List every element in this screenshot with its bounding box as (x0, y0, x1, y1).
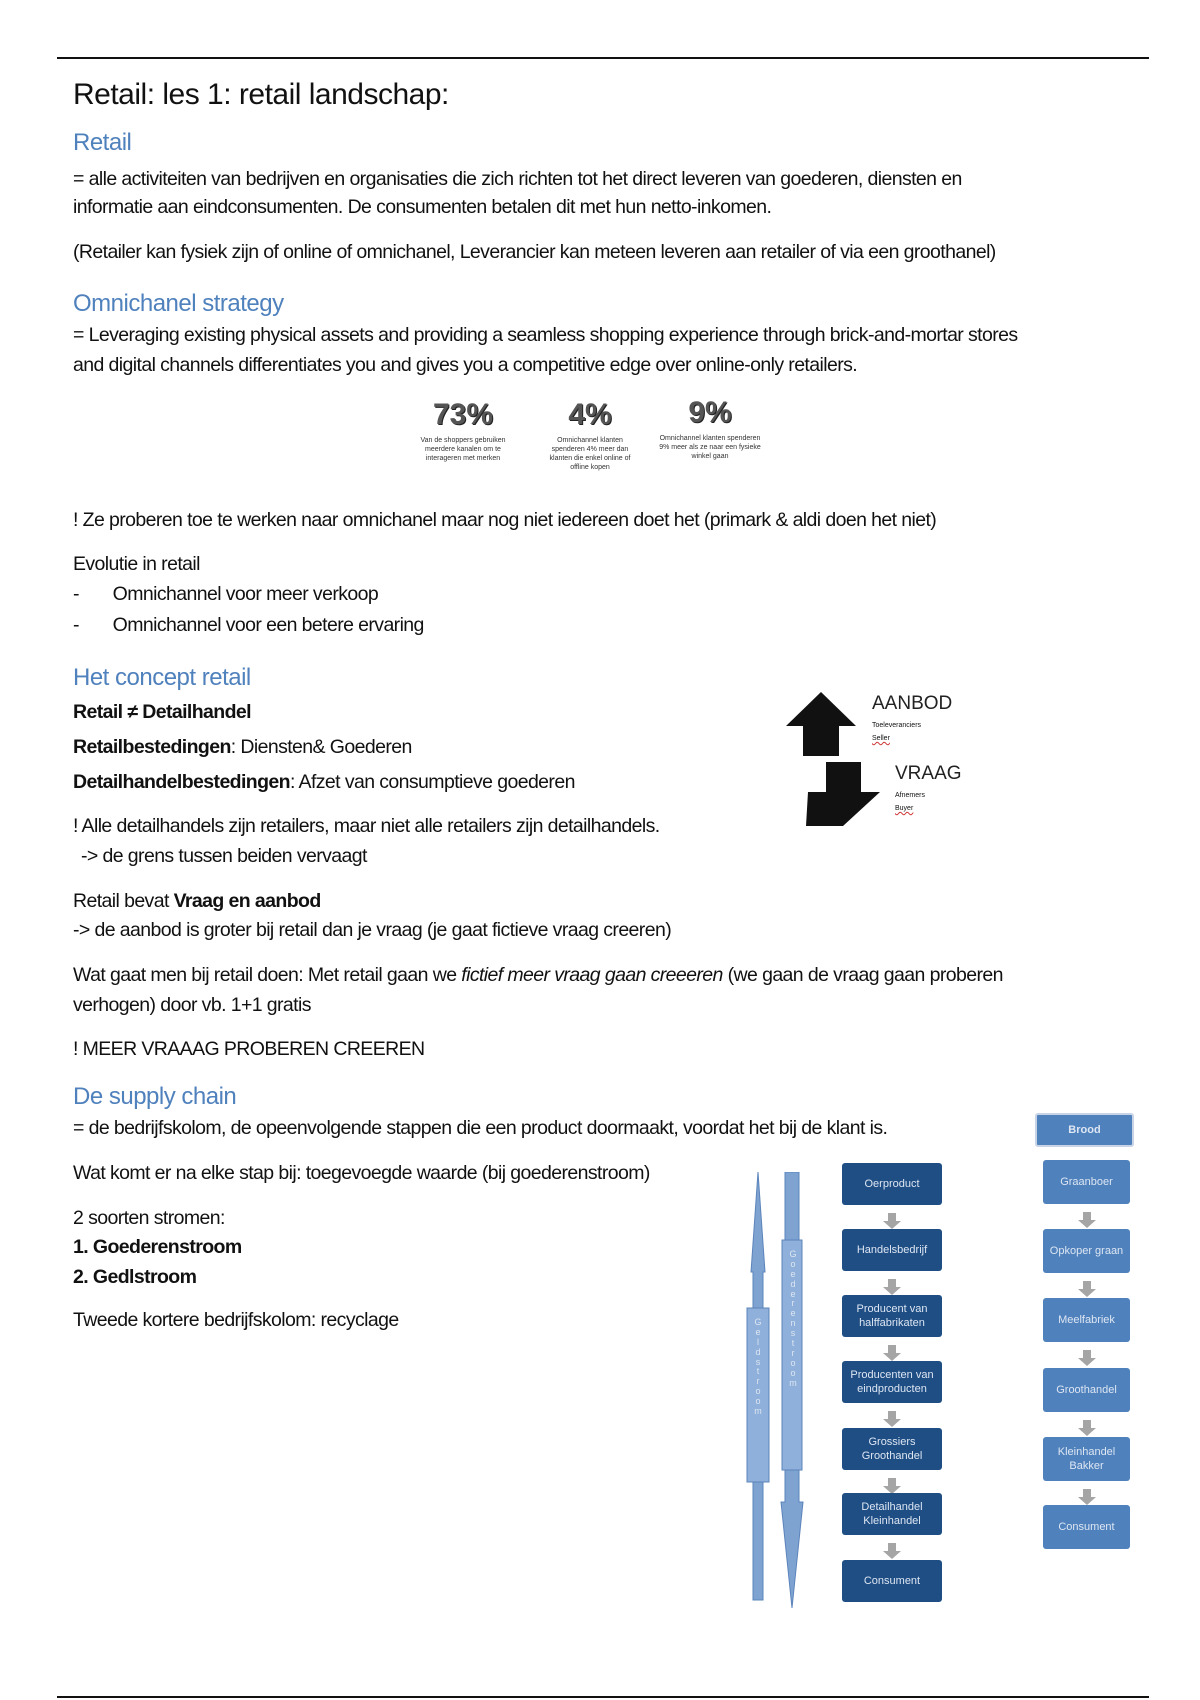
text: : Diensten& Goederen (230, 736, 412, 758)
text: : Afzet van consumptieve goederen (290, 771, 575, 793)
stat (535, 398, 645, 472)
bullet-text: Omnichannel voor een betere ervaring (112, 614, 424, 636)
example-step-box: Consument (1043, 1505, 1130, 1549)
aanbod-label: AANBOD (872, 693, 953, 714)
stat-caption: Van de shoppers gebruiken meerdere kanalen om te interageren met merken (420, 437, 506, 463)
down-arrow-icon (883, 1551, 901, 1559)
bold-term: Retailbestedingen (73, 736, 231, 758)
heading-supply-chain: De supply chain (73, 1083, 237, 1110)
chain-step-box: Handelsbedrijf (842, 1229, 942, 1271)
aanbod-sub: Seller (872, 735, 890, 742)
bold-term: Detailhandelbestedingen (73, 771, 290, 793)
down-arrow-icon (1078, 1358, 1096, 1366)
chain-step-box: Consument (842, 1560, 942, 1602)
list-item: 2. Gedlstroom (73, 1266, 197, 1288)
bullet-text: Omnichannel voor meer verkoop (112, 583, 379, 605)
text: Evolutie in retail (73, 553, 200, 575)
text: Wat komt er na elke stap bij: toegevoegde waarde (bij goederenstroom) (73, 1162, 650, 1184)
down-arrow-icon (883, 1419, 901, 1427)
text (73, 964, 1003, 987)
chain-step-box: Grossiers Groothandel (842, 1428, 942, 1470)
text: verhogen) door vb. 1+1 gratis (73, 994, 311, 1016)
text (73, 736, 412, 759)
stat-value: 4% (568, 398, 612, 431)
chain-step-box: Producenten van eindproducten (842, 1361, 942, 1403)
text: = de bedrijfskolom, de opeenvolgende stappen die een product doormaakt, voordat het bij de klant is. (73, 1117, 888, 1139)
example-step-box: Opkoper graan (1043, 1229, 1130, 1273)
text: and digital channels differentiates you and gives you a competitive edge over online-only retailers. (73, 354, 858, 376)
text: ! MEER VRAAAG PROBEREN CREEREN (73, 1038, 425, 1060)
text (73, 890, 321, 913)
heading-omnichanel: Omnichanel strategy (73, 290, 284, 317)
heading-retail: Retail (73, 129, 132, 156)
text: Retail bevat (73, 890, 174, 912)
up-arrow-icon (786, 692, 856, 756)
text: -> de aanbod is groter bij retail dan je vraag (je gaat fictieve vraag creeren) (73, 919, 672, 941)
stat-value: 73% (432, 398, 494, 431)
supply-demand-arrows (786, 692, 886, 828)
chain-step-box: Producent van halffabrikaten (842, 1295, 942, 1337)
text: -> de grens tussen beiden vervaagt (81, 845, 367, 867)
example-step-box: Meelfabriek (1043, 1298, 1130, 1342)
example-title-box: Brood (1035, 1113, 1134, 1147)
text: 2 soorten stromen: (73, 1207, 225, 1229)
text: = alle activiteiten van bedrijven en organisaties die zich richten tot het direct leveren van goederen, diensten en (73, 168, 962, 190)
aanbod-sub: Toeleveranciers (872, 722, 922, 729)
vraag-sub: Buyer (895, 805, 914, 812)
down-arrow-icon (1078, 1289, 1096, 1297)
down-arrow-icon (883, 1221, 901, 1229)
text: (Retailer kan fysiek zijn of online of omnichanel, Leverancier kan meteen leveren aan retailer of via een groothanel) (73, 241, 996, 263)
text: (we gaan de vraag gaan proberen (722, 964, 1003, 986)
text: Tweede kortere bedrijfskolom: recyclage (73, 1309, 399, 1331)
list-item: 1. Goederenstroom (73, 1236, 242, 1258)
geldstroom-label: G e l d s t r o o m (754, 1317, 762, 1417)
text: ! Alle detailhandels zijn retailers, maar niet alle retailers zijn detailhandels. (73, 815, 660, 837)
stat-caption: Omnichannel klanten spenderen 9% meer als ze naar een fysieke winkel gaan (659, 435, 761, 461)
text: Retail ≠ Detailhandel (73, 701, 251, 723)
stat (408, 398, 518, 463)
down-arrow-icon (883, 1353, 901, 1361)
top-rule (57, 57, 1149, 59)
stat (655, 396, 765, 461)
bottom-rule (57, 1696, 1149, 1698)
stat-caption: Omnichannel klanten spenderen 4% meer dan klanten die enkel online of offline kopen (549, 437, 631, 472)
down-arrow-icon (806, 762, 880, 826)
page-title: Retail: les 1: retail landschap: (73, 78, 449, 111)
stat-value: 9% (688, 396, 732, 429)
text: = Leveraging existing physical assets and providing a seamless shopping experience through brick-and-mortar stores (73, 324, 1018, 346)
down-arrow-icon (883, 1287, 901, 1295)
italic-text: fictief meer vraag gaan creeeren (461, 964, 723, 986)
heading-concept: Het concept retail (73, 664, 251, 691)
example-step-box: Groothandel (1043, 1368, 1130, 1412)
text (73, 771, 575, 794)
text: informatie aan eindconsumenten. De consumenten betalen dit met hun netto-inkomen. (73, 196, 772, 218)
bullet: - Omnichannel voor een betere ervaring (73, 614, 424, 636)
example-step-box: Graanboer (1043, 1160, 1130, 1204)
text: ! Ze proberen toe te werken naar omnichanel maar nog niet iedereen doet het (primark & aldi doen het niet) (73, 509, 937, 531)
down-arrow-icon (1078, 1428, 1096, 1436)
goederenstroom-label: G o e d e r e n s t r o o m (789, 1249, 797, 1388)
vraag-label: VRAAG (895, 763, 962, 784)
down-arrow-icon (1078, 1497, 1096, 1505)
bold-term: Vraag en aanbod (173, 890, 321, 912)
bullet: - Omnichannel voor meer verkoop (73, 583, 379, 605)
chain-step-box: Detailhandel Kleinhandel (842, 1493, 942, 1535)
example-step-box: Kleinhandel Bakker (1043, 1437, 1130, 1481)
text: Wat gaat men bij retail doen: Met retail gaan we (73, 964, 462, 986)
chain-step-box: Oerproduct (842, 1163, 942, 1205)
vraag-sub: Afnemers (895, 792, 925, 799)
down-arrow-icon (1078, 1220, 1096, 1228)
